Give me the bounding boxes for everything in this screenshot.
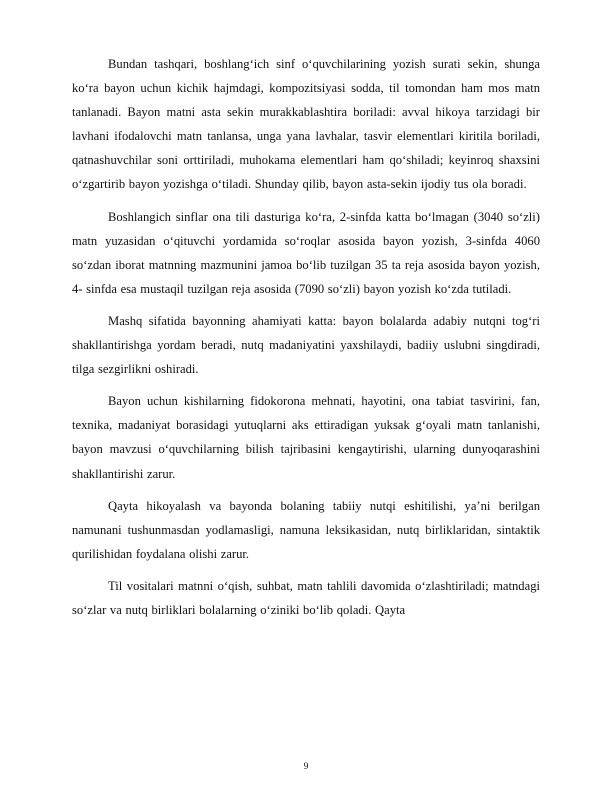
page-number: 9 bbox=[303, 762, 309, 772]
document-body bbox=[72, 52, 540, 630]
paragraph: Bayon uchun kishilarning fidokorona mehnati, hayotini, ona tabiat tasvirini, fan, texnika, madaniyat borasidagi yutuqlarni aks ettiradigan yuksak g‘oyali matn tanlanishi, bayon mavzusi o‘quvchilarning bilish tajribasini kengaytirishi, ularning dunyoqarashini shakllantirishi zarur. bbox=[72, 394, 540, 481]
paragraph: Til vositalari matnni o‘qish, suhbat, matn tahlili davomida o‘zlashtiriladi; matndagi so‘zlar va nutq birliklari bolalarning o‘ziniki bo‘lib qoladi. Qayta bbox=[72, 578, 540, 617]
paragraph: Bundan tashqari, boshlang‘ich sinf o‘quvchilarining yozish surati sekin, shunga ko‘ra bayon uchun kichik hajmdagi, kompozitsiyasi sodda, til tomondan ham mos matn tanlanadi. Bayon matni asta sekin murakkablashtira boriladi: avval hikoya tarzidagi bir lavhani ifodalovchi matn tanlansa, unga yana lavhalar, tasvir elementlari kiritila boriladi, qatnashuvchilar soni orttiriladi, muhokama elementlari ham qo‘shiladi; keyinroq shaxsini o‘zgartirib bayon yozishga o‘tiladi. Shunday qilib, bayon asta-sekin ijodiy tus ola boradi. bbox=[72, 57, 540, 192]
paragraph: Qayta hikoyalash va bayonda bolaning tabiiy nutqi eshitilishi, ya’ni berilgan namunani tushunmasdan yodlamasligi, namuna leksikasidan, nutq birliklaridan, sintaktik qurilishidan foydalana olishi zarur. bbox=[72, 498, 540, 561]
paragraph: Boshlangich sinflar ona tili dasturiga ko‘ra, 2-sinfda katta bo‘lmagan (3040 so‘zli) matn yuzasidan o‘qituvchi yordamida so‘roqlar asosida bayon yozish, 3-sinfda 4060 so‘zdan iborat matnning mazmunini jamoa bo‘lib tuzilgan 35 ta reja asosida bayon yozish, 4- sinfda esa mustaqil tuzilgan reja asosida (7090 so‘zli) bayon yozish ko‘zda tutiladi. bbox=[72, 209, 540, 296]
paragraph: Mashq sifatida bayonning ahamiyati katta: bayon bolalarda adabiy nutqni tog‘ri shakllantirishga yordam beradi, nutq madaniyatini yaxshilaydi, badiiy uslubni singdiradi, tilga sezgirlikni oshiradi. bbox=[72, 313, 540, 377]
